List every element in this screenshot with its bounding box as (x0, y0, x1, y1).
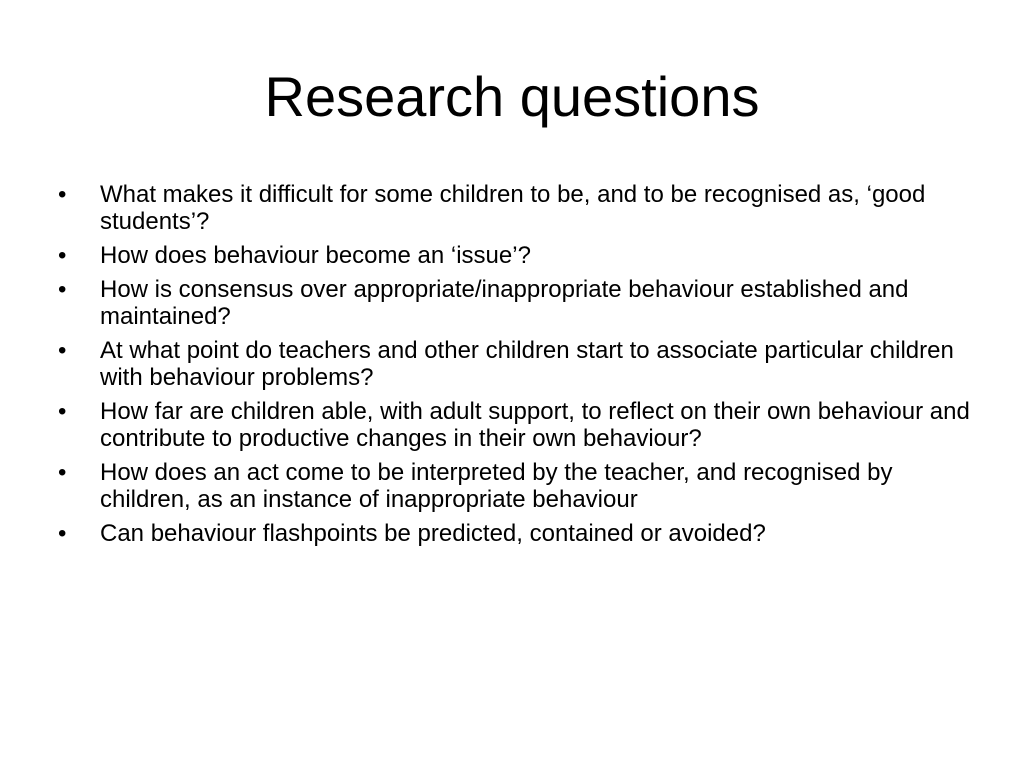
bullet-icon: • (58, 398, 67, 425)
list-item (58, 276, 978, 330)
bullet-icon: • (58, 276, 67, 303)
bullet-icon: • (58, 242, 67, 269)
research-questions-list (58, 181, 978, 554)
bullet-text: How does an act come to be interpreted by the teacher, and recognised by children, as an instance of inappropriate behaviour (100, 459, 893, 513)
bullet-text: How is consensus over appropriate/inappropriate behaviour established and maintained? (100, 276, 909, 330)
bullet-icon: • (58, 181, 67, 208)
bullet-icon: • (58, 337, 67, 364)
list-item (58, 459, 978, 513)
bullet-text: Can behaviour flashpoints be predicted, contained or avoided? (100, 520, 766, 547)
slide-title: Research questions (264, 65, 760, 128)
list-item (58, 242, 978, 269)
list-item (58, 337, 978, 391)
bullet-text: How far are children able, with adult support, to reflect on their own behaviour and contribute to productive changes in their own behaviour? (100, 398, 970, 452)
bullet-icon: • (58, 520, 67, 547)
list-item (58, 520, 978, 547)
list-item (58, 181, 978, 235)
bullet-text: What makes it difficult for some children to be, and to be recognised as, ‘good students’? (100, 181, 926, 235)
bullet-text: At what point do teachers and other children start to associate particular children with behaviour problems? (100, 337, 954, 391)
bullet-text: How does behaviour become an ‘issue’? (100, 242, 531, 269)
list-item (58, 398, 978, 452)
bullet-icon: • (58, 459, 67, 486)
